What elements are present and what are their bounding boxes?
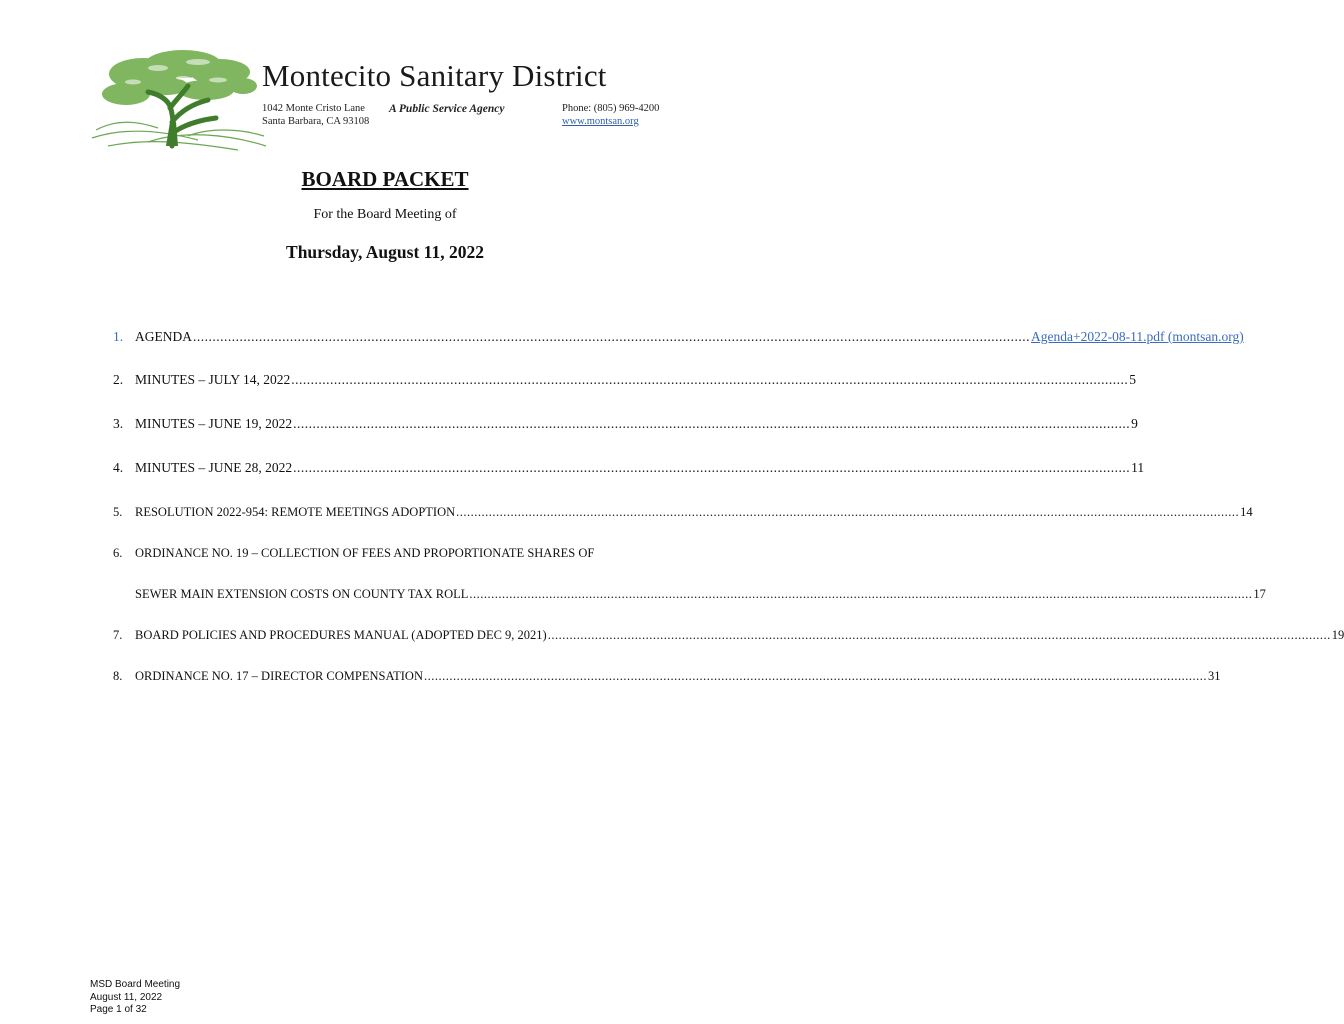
- toc-item-minutes-june-19[interactable]: [113, 416, 1138, 436]
- toc-leader: ........................................................................................................................................................................................................................: [291, 372, 1129, 387]
- toc-number: 3.: [113, 416, 124, 431]
- toc-title: BOARD POLICIES AND PROCEDURES MANUAL (ADOPTED DEC 9, 2021): [135, 628, 547, 642]
- toc-page-number: 17: [1253, 587, 1266, 601]
- address-line-1: 1042 Monte Cristo Lane: [262, 103, 365, 114]
- toc-number: 7.: [113, 628, 123, 642]
- toc-number: 2.: [113, 372, 124, 387]
- toc-title: ORDINANCE NO. 19 – COLLECTION OF FEES AND PROPORTIONATE SHARES OF: [135, 546, 595, 560]
- subtitle: For the Board Meeting of: [313, 207, 457, 222]
- toc-title: RESOLUTION 2022-954: REMOTE MEETINGS ADOPTION: [135, 505, 456, 519]
- toc-title: ORDINANCE NO. 17 – DIRECTOR COMPENSATION: [135, 669, 423, 683]
- website-link[interactable]: www.montsan.org: [562, 116, 639, 127]
- toc-item-ordinance-19-continued[interactable]: [135, 587, 1266, 607]
- toc-leader: ........................................................................................................................................................................................................................: [423, 669, 1207, 683]
- toc-title-continuation: SEWER MAIN EXTENSION COSTS ON COUNTY TAX ROLL: [135, 587, 469, 601]
- toc-item-ordinance-19[interactable]: [113, 546, 668, 566]
- toc-item-agenda[interactable]: [113, 329, 1244, 349]
- toc-number: 8.: [113, 669, 123, 683]
- toc-title: MINUTES – JUNE 19, 2022: [135, 416, 293, 431]
- page-title: BOARD PACKET: [301, 167, 469, 191]
- toc-title: AGENDA: [135, 329, 192, 344]
- toc-item-board-policies[interactable]: [113, 628, 1344, 648]
- toc-leader: ........................................................................................................................................................................................................................: [293, 460, 1131, 475]
- toc-page-number: 9: [1131, 416, 1138, 431]
- toc-page-number: 14: [1240, 505, 1253, 519]
- toc-item-resolution-2022-954[interactable]: [113, 505, 1253, 525]
- toc-page-number: 19: [1331, 628, 1344, 642]
- toc-page-number: 11: [1131, 460, 1145, 475]
- phone: Phone: (805) 969-4200: [562, 103, 660, 114]
- toc-number: 4.: [113, 460, 124, 475]
- tree-logo: [88, 42, 268, 154]
- tagline: A Public Service Agency: [389, 103, 505, 115]
- toc-page-number: 5: [1129, 372, 1137, 387]
- toc-number: 5.: [113, 505, 123, 519]
- toc-leader: ........................................................................................................................................................................................................................: [193, 329, 1030, 344]
- footer-line-2: August 11, 2022: [90, 991, 163, 1003]
- toc-number: 6.: [113, 546, 123, 560]
- toc-leader: ........................................................................................................................................................................................................................: [456, 505, 1240, 519]
- toc-page-number: 31: [1207, 669, 1221, 683]
- footer-line-1: MSD Board Meeting: [90, 979, 181, 990]
- footer-line-3: Page 1 of 32: [90, 1004, 147, 1015]
- agenda-link[interactable]: Agenda+2022-08-11.pdf (montsan.org): [1031, 329, 1244, 344]
- page-footer: [90, 979, 180, 1017]
- toc-leader: ........................................................................................................................................................................................................................: [293, 416, 1131, 431]
- org-name: Montecito Sanitary District: [262, 58, 607, 93]
- toc-number: 1.: [113, 329, 124, 344]
- toc-title: MINUTES – JUNE 28, 2022: [135, 460, 293, 475]
- address-line-2: Santa Barbara, CA 93108: [262, 116, 370, 127]
- toc-leader: ........................................................................................................................................................................................................................: [547, 628, 1331, 642]
- toc-item-minutes-june-28[interactable]: [113, 460, 1145, 480]
- toc-item-ordinance-17[interactable]: [113, 669, 1221, 689]
- toc-title: MINUTES – JULY 14, 2022: [135, 372, 291, 387]
- toc-item-minutes-july-14[interactable]: [113, 372, 1137, 392]
- toc-leader: ........................................................................................................................................................................................................................: [469, 587, 1253, 601]
- meeting-date: Thursday, August 11, 2022: [286, 242, 484, 262]
